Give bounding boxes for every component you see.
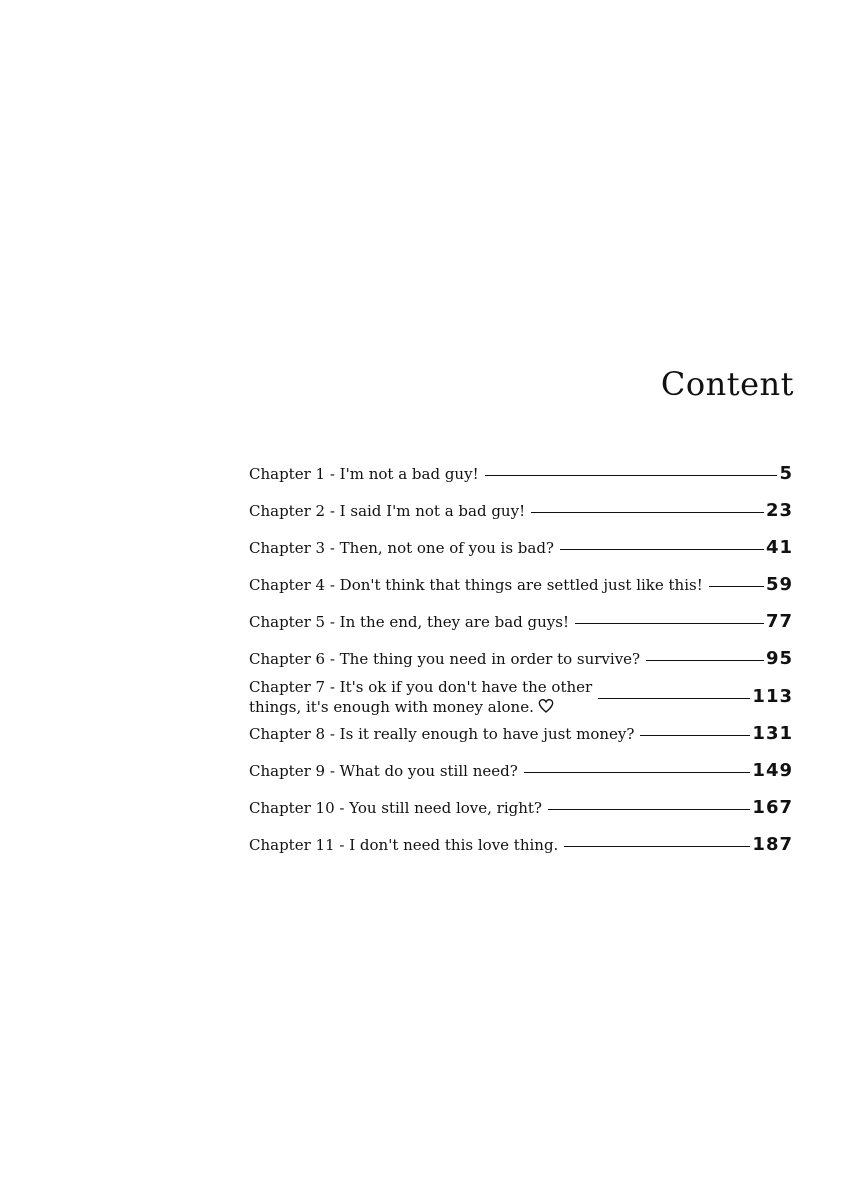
leader-line [564, 846, 750, 847]
page-number: 187 [752, 834, 793, 855]
page-number: 95 [765, 648, 793, 669]
page-number: 77 [765, 611, 793, 632]
page-number: 131 [752, 723, 793, 744]
toc-entry-chapter-4 [249, 574, 793, 596]
chapter-title: Chapter 6 - The thing you need in order to survive? [249, 650, 641, 668]
page-number: 113 [752, 686, 793, 707]
chapter-title [249, 677, 592, 717]
toc-entry-chapter-2 [249, 500, 793, 522]
leader-line [640, 735, 750, 736]
toc-entry-chapter-1 [249, 463, 793, 485]
chapter-title: Chapter 1 - I'm not a bad guy! [249, 465, 479, 483]
leader-line [598, 698, 750, 699]
toc-entry-chapter-8 [249, 723, 793, 745]
toc-entry-chapter-3 [249, 537, 793, 559]
page-number: 5 [779, 463, 793, 484]
toc-entry-chapter-5 [249, 611, 793, 633]
toc-entry-chapter-6 [249, 648, 793, 670]
heart-icon [538, 698, 554, 714]
chapter-title: Chapter 2 - I said I'm not a bad guy! [249, 502, 526, 520]
leader-line [548, 809, 750, 810]
leader-line [709, 586, 764, 587]
leader-line [524, 772, 751, 773]
leader-line [575, 623, 764, 624]
chapter-title: Chapter 8 - Is it really enough to have just money? [249, 725, 635, 743]
chapter-title: Chapter 5 - In the end, they are bad guys! [249, 613, 569, 631]
page-number: 59 [765, 574, 793, 595]
page-title: Content [660, 365, 794, 403]
page-number: 149 [752, 760, 793, 781]
chapter-title-line-1: Chapter 7 - It's ok if you don't have the other [249, 678, 593, 696]
chapter-title: Chapter 11 - I don't need this love thing. [249, 836, 559, 854]
chapter-title: Chapter 9 - What do you still need? [249, 762, 518, 780]
chapter-title-line-2: things, it's enough with money alone. [249, 697, 592, 717]
leader-line [646, 660, 764, 661]
page-number: 41 [765, 537, 793, 558]
chapter-title: Chapter 10 - You still need love, right? [249, 799, 542, 817]
page-number: 23 [765, 500, 793, 521]
toc-entry-chapter-10 [249, 797, 793, 819]
toc-entry-chapter-7 [249, 677, 793, 717]
toc-entry-chapter-9 [249, 760, 793, 782]
leader-line [560, 549, 764, 550]
chapter-title: Chapter 4 - Don't think that things are settled just like this! [249, 576, 703, 594]
toc-entry-chapter-11 [249, 834, 793, 856]
leader-line [485, 475, 778, 476]
page-number: 167 [752, 797, 793, 818]
chapter-title: Chapter 3 - Then, not one of you is bad? [249, 539, 554, 557]
leader-line [531, 512, 764, 513]
